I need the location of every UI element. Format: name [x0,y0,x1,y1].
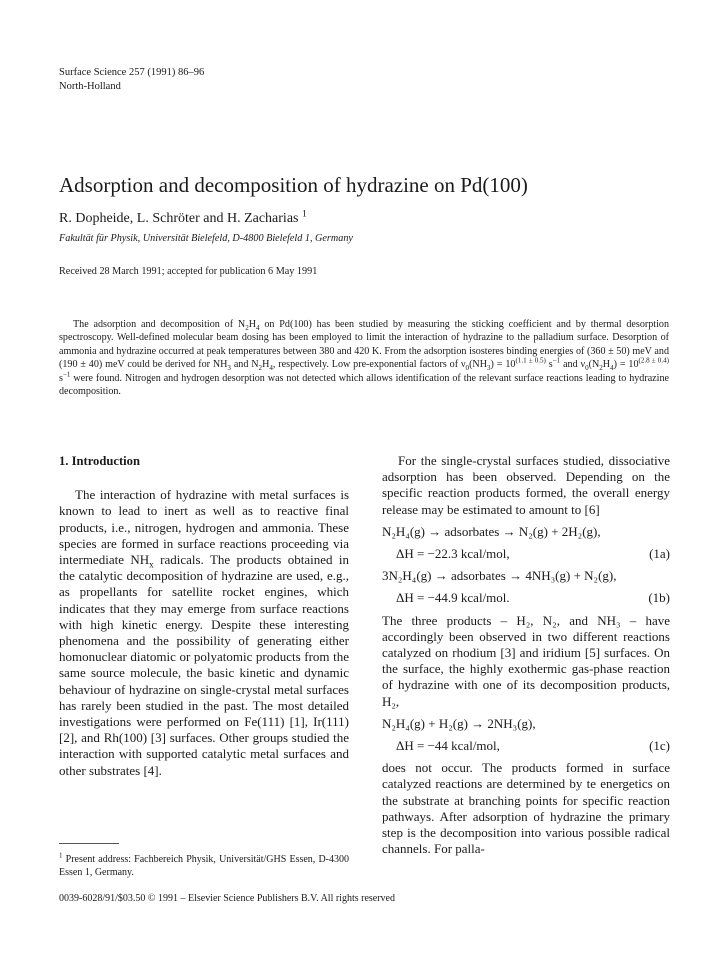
journal-info [59,66,204,94]
equation-1b: 3N₂H₄(g) → adsorbates → 4NH₃(g) + N₂(g), [382,568,617,584]
footnote-divider [59,843,119,844]
left-column [59,453,349,779]
footnote: $^1$ Present address: Fachbereich Physik, Universität/GHS Essen, D-4300 Essen 1, Germany. [59,851,349,878]
abstract: The adsorption and decomposition of $N_2H_4$ on Pd(100) has been studied by measuring the sticking coefficient and by thermal desorption spectroscopy. Well-defined molecular beam dosing has been employed to limit the interaction of hydrazine to the palladium surface. Desorption of ammonia and hydrazine occurred at peak temperatures between 380 and 420 K. From the adsorption isosteres binding energies of (360 ± 50) meV and (190 ± 40) meV could be derived for $NH_3$ and $N_2H_4$, respectively. Low pre-exponential factors of $\nu_0(NH_3) = 10^{(1.1 \pm 0.5)}$ $s^{-1}$ and $\nu_0(N_2H_4) = 10^{(2.8 \pm 0.4)}$ $s^{-1}$ were found. Nitrogen and hydrogen desorption was not detected which allows identification of the relevant surface reactions leading to hydrazine decomposition. [59,319,669,398]
paper-title: Adsorption and decomposition of hydrazine on Pd(100) [59,173,528,197]
journal-citation: Surface Science 257 (1991) 86–96 [59,67,205,78]
equation-1a: N₂H₄(g) → adsorbates → N₂(g) + 2H₂(g), [382,523,601,539]
authors [59,210,307,228]
copyright-line: 0039-6028/91/$03.50 © 1991 – Elsevier Science Publishers B.V. All rights reserved [59,893,395,904]
equation-1c-enthalpy: ΔH = −44 kcal/mol, (1c) [396,738,670,754]
author-list: R. Dopheide, L. Schröter and H. Zacharias [59,211,299,226]
equation-label: (1b) [648,590,670,606]
intro-paragraph: The interaction of hydrazine with metal surfaces is known to lead to inert as well as to reactive final products, i.e., nitrogen, hydrogen and ammonia. These species are formed in surface reactions proceeding via intermediate $NH_x$ radicals. The products obtained in the catalytic decomposition of hydrazine are used, e.g., as propellants for satellite rocket engines, which indicates that they may emerge from surface reactions with high kinetic energy. Despite these interesting phenomena and the possibility of generating either homonuclear diatomic or polyatomic products from the same source molecule, the basic kinetic and dynamic behaviour of hydrazine on single-crystal metal surfaces has rarely been studied in the past. The most detailed investigations were performed on Fe(111) [1], Ir(111) [2], and Rh(100) [3] surfaces. Other groups studied the interaction with supported catalytic metal surfaces and other substrates [4]. [59,487,350,778]
publisher: North-Holland [59,81,121,92]
right-column [382,453,670,857]
equation-1b-enthalpy: ΔH = −44.9 kcal/mol. (1b) [396,590,670,606]
author-footnote-mark: 1 [301,208,307,220]
right-paragraph-2: The three products – H₂, N₂, and NH₃ – have accordingly been observed in two different reactions catalyzed on rhodium [3] and iridium [5] surfaces. On the surface, the highly exothermic gas-phase reaction of hydrazine with one of its decomposition products, H₂, [382,612,670,709]
equation-label: (1c) [649,738,670,754]
section-heading: 1. Introduction [59,454,140,468]
equation-1c: N₂H₄(g) + H₂(g) → 2NH₃(g), [382,715,536,731]
right-paragraph-1: For the single-crystal surfaces studied, dissociative adsorption has been observed. Depending on the specific reaction products formed, the overall energy release may be estimated to amount to [6] [382,453,670,517]
right-paragraph-3: does not occur. The products formed in surface catalyzed reactions are determined by te energetics on the substrate at branching points for specific reaction pathways. After adsorption of hydrazine the primary step is the decomposition into various possible radical channels. For palla- [382,760,670,857]
received-dates: Received 28 March 1991; accepted for publication 6 May 1991 [59,266,318,277]
equation-1a-enthalpy: ΔH = −22.3 kcal/mol, (1a) [396,546,670,562]
equation-label: (1a) [649,546,670,562]
affiliation: Fakultät für Physik, Universität Bielefeld, D-4800 Bielefeld 1, Germany [59,233,353,244]
